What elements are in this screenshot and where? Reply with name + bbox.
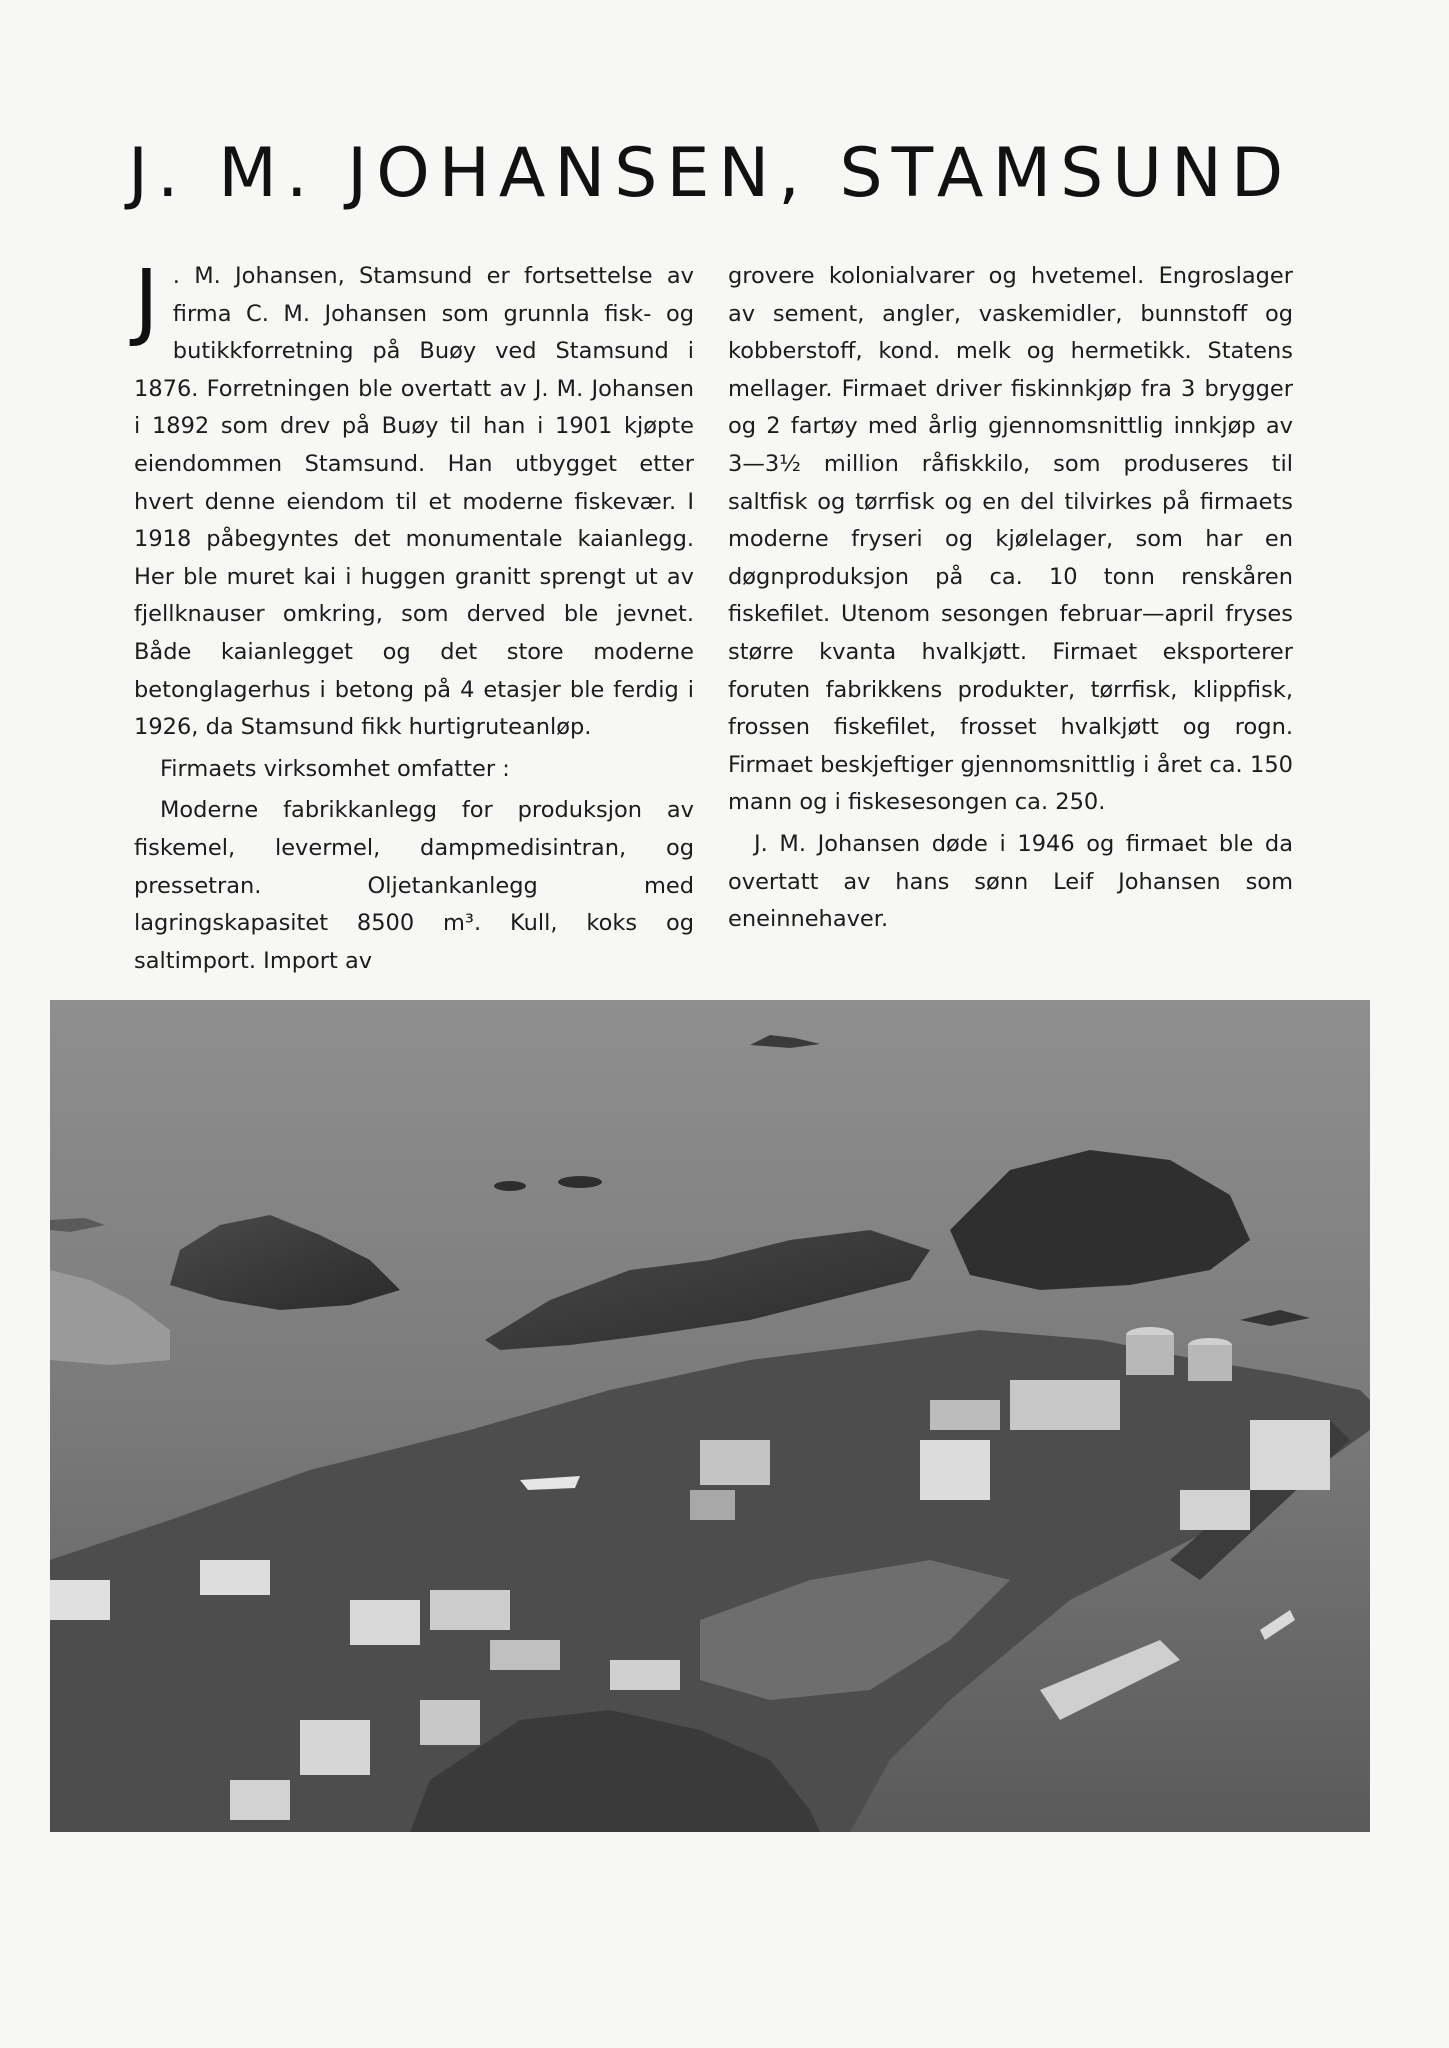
intro-paragraph xyxy=(134,251,694,747)
building xyxy=(690,1490,735,1520)
building xyxy=(930,1400,1000,1430)
warehouse xyxy=(1250,1420,1330,1490)
building xyxy=(610,1660,680,1690)
harbor-photo-illustration xyxy=(50,1000,1370,1832)
small-rock xyxy=(558,1176,602,1188)
harbor-aerial-photo xyxy=(50,1000,1370,1832)
building xyxy=(50,1580,110,1620)
building xyxy=(1180,1490,1250,1530)
building xyxy=(300,1720,370,1775)
intro-text: . M. Johansen, Stamsund er fortsettelse av firma C. M. Johansen som grunnla fisk- og butikkforretning på Buøy ved Stamsund i 1876. Forretningen ble overtatt av J. M. Johansen i 1892 som drev på Buøy til han i 1901 kjøpte eiendommen Stamsund. Han utbygget etter hvert denne eiendom til et moderne fiskevær. I 1918 påbegyntes det monumentale kaianlegg. Her ble muret kai i huggen granitt sprengt ut av fjellknauser omkring, som derved ble jevnet. Både kaianlegget og det store moderne betonglagerhus i betong på 4 etasjer ble ferdig i 1926, da Stamsund fikk hurtigruteanløp. xyxy=(134,263,694,741)
oil-tank xyxy=(1188,1345,1232,1381)
activities-heading: Firmaets virksomhet omfatter : xyxy=(160,755,510,782)
building xyxy=(920,1440,990,1500)
building xyxy=(420,1700,480,1745)
building xyxy=(490,1640,560,1670)
activities-continued-paragraph: grovere kolonialvarer og hvetemel. Engroslager av sement, angler, vaskemidler, bunnstoff og kobberstoff, kond. melk og hermetikk. Statens mellager. Firmaet driver fiskinnkjøp fra 3 brygger og 2 fartøy med årlig gjennomsnittlig innkjøp av 3—3½ million råfiskkilo, som produseres til saltfisk og tørrfisk og en del tilvirkes på firmaets moderne fryseri og kjølelager, som har en døgnproduksjon på ca. 10 tonn renskåren fiskefilet. Utenom sesongen februar—april fryses større kvanta hvalkjøtt. Firmaet eksporterer foruten fabrikkens produkter, tørrfisk, klippfisk, frossen fiskefilet, frosset hvalkjøtt og rogn. Firmaet beskjeftiger gjennomsnittlig i året ca. 150 mann og i fiskesesongen ca. 250. xyxy=(728,263,1293,816)
building xyxy=(230,1780,290,1820)
left-text-column xyxy=(134,251,694,984)
oil-tank xyxy=(1126,1335,1174,1375)
warehouse xyxy=(1010,1380,1120,1430)
building xyxy=(430,1590,510,1630)
building xyxy=(350,1600,420,1645)
ownership-paragraph: J. M. Johansen døde i 1946 og firmaet ble da overtatt av hans sønn Leif Johansen som eneinnehaver. xyxy=(728,830,1293,933)
activities-paragraph: Moderne fabrikkanlegg for produksjon av fiskemel, levermel, dampmedisintran, og pressetran. Oljetankanlegg med lagringskapasitet 8500 m³. Kull, koks og saltimport. Import av xyxy=(134,797,694,974)
building xyxy=(700,1440,770,1485)
small-rock xyxy=(494,1181,526,1191)
building xyxy=(200,1560,270,1595)
drop-cap: J xyxy=(134,251,159,349)
right-text-column xyxy=(728,258,1293,943)
page-title: J. M. JOHANSEN, STAMSUND xyxy=(128,134,1293,213)
